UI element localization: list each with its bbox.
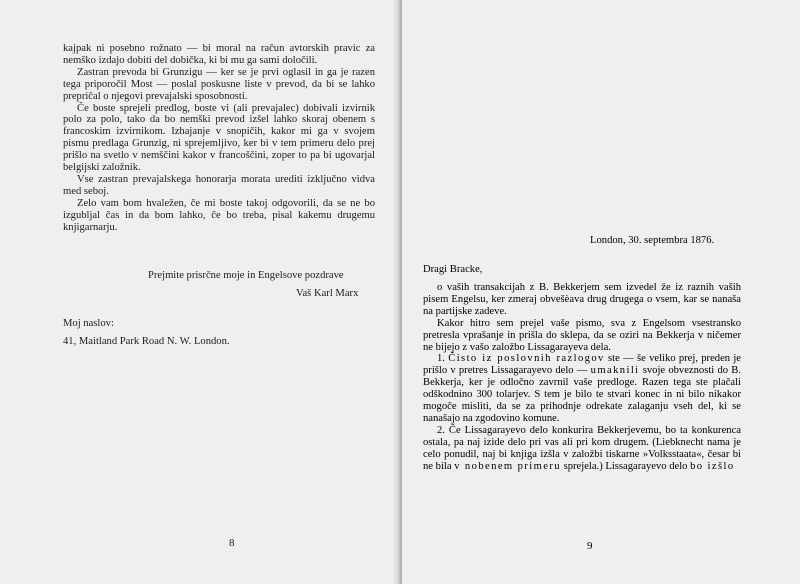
closing-greeting: Prejmite prisrčne moje in Engelsove pozdrave	[148, 270, 344, 281]
address-line: 41, Maitland Park Road N. W. London.	[63, 336, 230, 347]
signature: Vaš Karl Marx	[296, 288, 359, 299]
letter-dateline: London, 30. septembra 1876.	[590, 235, 715, 246]
address-label: Moj naslov:	[63, 318, 114, 329]
left-page-body	[63, 43, 375, 234]
paragraph-text: 2. Če Lissagarayevo delo konkurira Bekkerjevemu, bo ta konkurenca ostala, pa naj izide delo pri vas ali pri kom drugem. (Liebknecht nama je celo ponudil, naj bi knjiga izšla v založbi tiskarne »Volksstaata«, česar bi ne bila	[423, 424, 741, 472]
right-paragraph: Kakor hitro sem prejel vaše pismo, sva z Engelsom vsestransko pretresla vprašanje in prišla do sklepa, da se oziri na Bekkerja v ničemer ne bijejo z vašo založbo Lissagarayeva dela.	[423, 317, 741, 353]
spaced-emphasis: v nobenem primeru	[454, 460, 561, 472]
left-page	[0, 0, 398, 584]
left-paragraph: Vse zastran prevajalskega honorarja morata urediti izključno vidva med seboj.	[63, 173, 375, 197]
right-paragraph: o vaših transakcijah z B. Bekkerjem sem izvedel že iz raznih vaših pisem Engelsu, ker zmeraj obvešèava drug drugega o vsem, kar se nanaša na partijske zadeve.	[423, 282, 741, 317]
page-number: 9	[587, 540, 593, 552]
paragraph-text: sprejela.) Lissagarayevo delo	[560, 460, 691, 472]
paragraph-text: ste — še veliko prej, preden je prišlo v pretres Lissagarayevo delo —	[423, 353, 742, 377]
spaced-emphasis: umaknili	[590, 365, 640, 377]
spaced-emphasis: bo izšlo	[690, 460, 735, 472]
right-paragraph-numbered-1	[423, 353, 741, 424]
spaced-emphasis: Čisto iz poslovnih razlogov	[448, 353, 605, 365]
paragraph-text: svoje obveznosti do B. Bekkerja, ker je odločno zavrnil vaše predloge. Razen tega ste plačali odškodnino 300 tolarjev. S tem je bilo te stvari konec in ni bilo nikakor mogoče misliti, da se za prihodnje odrekate zalaganju vseh del, ki se nanašajo na zgodovino komune.	[423, 365, 741, 424]
left-paragraph: kajpak ni posebno rožnato — bi moral na račun avtorskih pravic za nemško izdajo dobiti del dobička, ki bi mu ga sami določili.	[63, 43, 375, 66]
right-page-body	[423, 282, 741, 473]
page-number: 8	[229, 537, 235, 549]
letter-salutation: Dragi Bracke,	[423, 264, 483, 275]
left-paragraph: Če boste sprejeli predlog, boste vi (ali prevajalec) dobivali izvirnik polo za polo, tako da bo nemški prevod izšel lahko skoraj obenem s francoskim izvirnikom. Izhajanje v snopičih, kakor mi ga v svojem pismu predlaga Grunzig, ni sprejemljivo, ker bi v tem primeru delo prej prišlo na svetlo v nemščini kakor v francoščini, zoper to pa bi ugovarjal belgijski založnik.	[63, 102, 375, 174]
left-paragraph: Zelo vam bom hvaležen, če mi boste takoj odgovorili, da se ne bo izgubljal čas in da bom lahko, če bo treba, pisal kakemu drugemu knjigarnarju.	[63, 197, 375, 233]
left-paragraph: Zastran prevoda bi Grunzigu — ker se je prvi oglasil in ga je razen tega priporočil Most — poslal poskusne liste v prevod, da bi se lahko prepričal o njegovi prevajalski sposobnosti.	[63, 66, 375, 102]
numbered-prefix: 1.	[437, 353, 449, 365]
right-paragraph-numbered-2	[423, 425, 741, 473]
